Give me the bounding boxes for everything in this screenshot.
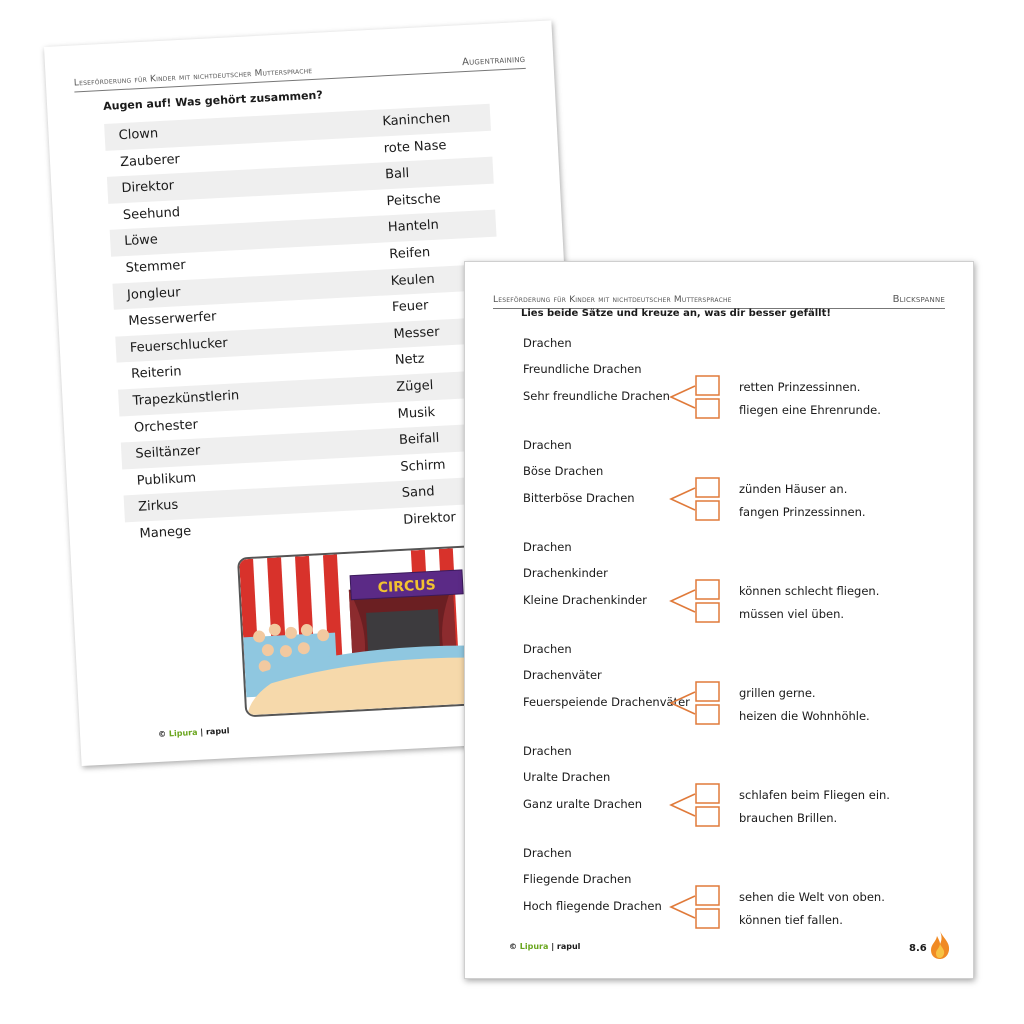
exercise-title: Lies beide Sätze und kreuze an, was dir besser gefällt! <box>521 308 831 319</box>
sentence-group <box>465 336 973 438</box>
left-word: Zirkus <box>137 497 179 516</box>
checkbox-option-1[interactable] <box>696 376 719 395</box>
choice-bracket <box>665 578 725 626</box>
circus-sign-text: CIRCUS <box>377 577 437 597</box>
ending-option-1: können schlecht fliegen. <box>739 584 880 598</box>
right-word: Hanteln <box>387 217 440 236</box>
left-word: Seehund <box>122 204 181 223</box>
left-word: Messerwerfer <box>128 309 217 330</box>
checkbox-option-2[interactable] <box>696 501 719 520</box>
checkbox-option-2[interactable] <box>696 909 719 928</box>
left-word: Seiltänzer <box>135 443 201 462</box>
sentence-line-short: Drachen <box>523 642 572 656</box>
right-word: Beifall <box>398 430 440 449</box>
choice-bracket <box>665 884 725 932</box>
right-word: Reifen <box>388 245 431 263</box>
sentence-group <box>465 540 973 642</box>
left-word: Clown <box>118 126 159 144</box>
checkbox-option-1[interactable] <box>696 682 719 701</box>
left-word: Zauberer <box>119 151 181 170</box>
exercise-title: Augen auf! Was gehört zusammen? <box>102 88 324 113</box>
header-series-title: Leseförderung für Kinder mit nichtdeutscher Muttersprache <box>493 295 732 305</box>
choice-bracket <box>665 476 725 524</box>
checkbox-option-1[interactable] <box>696 580 719 599</box>
checkbox-option-1[interactable] <box>696 784 719 803</box>
sentence-line-long: Hoch fliegende Drachen <box>523 899 662 913</box>
right-word: Musik <box>397 404 436 422</box>
sentence-line-short: Drachen <box>523 336 572 350</box>
left-word: Trapezkünstlerin <box>132 388 240 409</box>
left-word: Löwe <box>123 232 159 250</box>
sentence-line-medium: Böse Drachen <box>523 464 604 478</box>
header-section-title: Blickspanne <box>892 294 945 305</box>
page-number: 8.6 <box>909 943 927 954</box>
ending-option-1: retten Prinzessinnen. <box>739 380 861 394</box>
ending-option-2: brauchen Brillen. <box>739 811 838 825</box>
sentence-line-long: Kleine Drachenkinder <box>523 593 647 607</box>
checkbox-option-2[interactable] <box>696 399 719 418</box>
ending-option-2: müssen viel üben. <box>739 607 845 621</box>
flame-icon <box>929 930 951 960</box>
left-word: Stemmer <box>125 257 187 276</box>
sentence-line-medium: Drachenväter <box>523 668 602 682</box>
right-word: rote Nase <box>383 137 447 156</box>
matching-list <box>104 104 512 549</box>
ending-option-2: heizen die Wohnhöhle. <box>739 709 870 723</box>
right-word: Feuer <box>391 298 429 316</box>
sentence-line-medium: Fliegende Drachen <box>523 872 632 886</box>
left-word: Jongleur <box>126 284 181 303</box>
ending-option-1: schlafen beim Fliegen ein. <box>739 788 890 802</box>
choice-bracket <box>665 374 725 422</box>
sentence-group <box>465 846 973 948</box>
sheet-header <box>493 284 945 309</box>
left-word: Direktor <box>121 178 175 197</box>
left-word: Publikum <box>136 470 197 489</box>
publisher-logo: © Lipura | rapul <box>509 942 581 951</box>
right-word: Keulen <box>390 271 436 289</box>
right-word: Direktor <box>402 510 457 528</box>
checkbox-option-2[interactable] <box>696 705 719 724</box>
sentence-line-medium: Uralte Drachen <box>523 770 611 784</box>
left-word: Reiterin <box>130 364 182 383</box>
sentence-group <box>465 438 973 540</box>
right-word: Messer <box>393 324 440 342</box>
sentence-line-long: Ganz uralte Drachen <box>523 797 643 811</box>
header-section-title: Augentraining <box>461 53 526 69</box>
left-word: Feuerschlucker <box>129 335 229 356</box>
right-word: Schirm <box>400 457 446 475</box>
sentence-line-short: Drachen <box>523 846 572 860</box>
sheet-header <box>73 44 526 93</box>
ending-option-1: sehen die Welt von oben. <box>739 890 885 904</box>
checkbox-option-1[interactable] <box>696 886 719 905</box>
right-word: Kaninchen <box>381 110 451 130</box>
sentence-line-long: Feuerspeiende Drachenväter <box>523 695 690 709</box>
sentence-line-long: Bitterböse Drachen <box>523 491 635 505</box>
header-series-title: Leseförderung für Kinder mit nichtdeutscher Muttersprache <box>73 65 313 89</box>
worksheet-blickspanne <box>464 261 974 979</box>
left-word: Manege <box>139 523 192 542</box>
right-word: Zügel <box>395 378 434 395</box>
choice-bracket <box>665 782 725 830</box>
sentence-line-medium: Drachenkinder <box>523 566 608 580</box>
sentence-group <box>465 744 973 846</box>
checkbox-option-1[interactable] <box>696 478 719 497</box>
right-word: Netz <box>394 351 425 369</box>
sentence-line-medium: Freundliche Drachen <box>523 362 642 376</box>
choice-bracket <box>665 680 725 728</box>
right-word: Sand <box>401 484 435 502</box>
sentence-line-short: Drachen <box>523 438 572 452</box>
ending-option-2: fangen Prinzessinnen. <box>739 505 866 519</box>
sentence-line-short: Drachen <box>523 744 572 758</box>
ending-option-2: fliegen eine Ehrenrunde. <box>739 403 881 417</box>
sentence-group <box>465 642 973 744</box>
ending-option-1: zünden Häuser an. <box>739 482 848 496</box>
publisher-logo: © Lipura | rapul <box>157 726 230 739</box>
right-word: Ball <box>384 166 410 183</box>
sentence-line-short: Drachen <box>523 540 572 554</box>
ending-option-2: können tief fallen. <box>739 913 843 927</box>
checkbox-option-2[interactable] <box>696 603 719 622</box>
checkbox-option-2[interactable] <box>696 807 719 826</box>
ending-option-1: grillen gerne. <box>739 686 816 700</box>
sentence-line-long: Sehr freundliche Drachen <box>523 389 670 403</box>
right-word: Peitsche <box>386 191 442 210</box>
left-word: Orchester <box>133 417 199 436</box>
